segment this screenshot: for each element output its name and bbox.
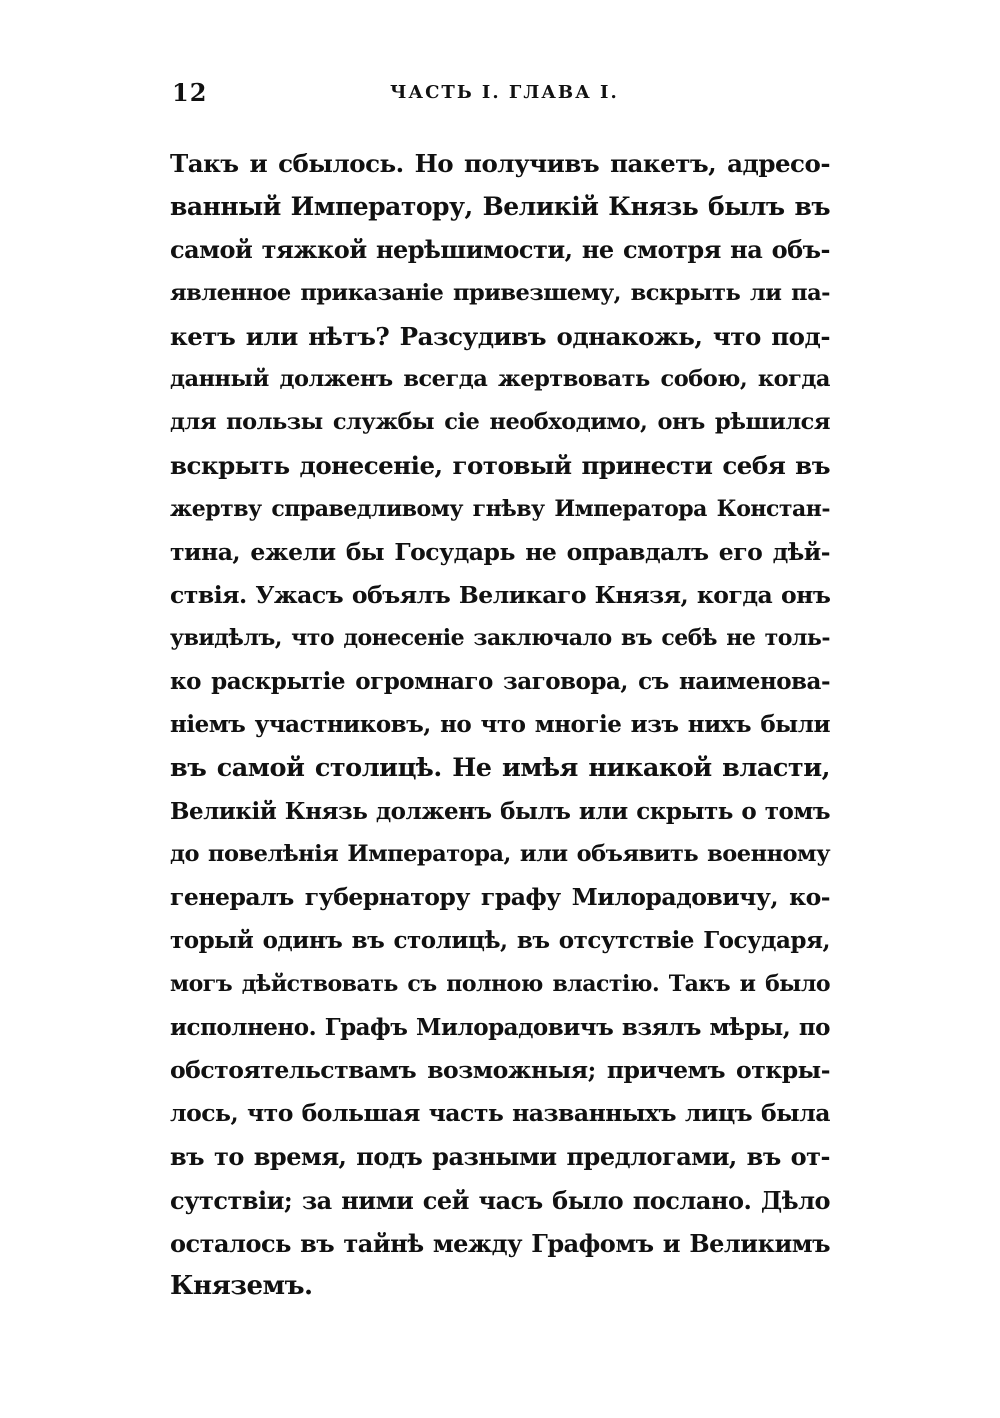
text-line: данный долженъ всегда жертвовать собою, когда <box>170 365 830 392</box>
text-line: явленное приказаніе привезшему, вскрыть ли па- <box>170 279 830 306</box>
text-line: сутствіи; за ними сей часъ было послано. Дѣло <box>170 1185 830 1215</box>
text-line: генералъ губернатору графу Милорадовичу, ко- <box>170 883 830 912</box>
text-line: тина, ежели бы Государь не оправдалъ его дѣй- <box>170 537 830 566</box>
text-line: лось, что большая часть названныхъ лицъ была <box>170 1099 830 1128</box>
text-line: Такъ и сбылось. Но получивъ пакетъ, адресо- <box>170 149 830 178</box>
text-line: для пользы службы сіе необходимо, онъ рѣшился <box>170 409 830 436</box>
page-header <box>170 78 830 112</box>
text-line: въ самой столицѣ. Не имѣя никакой власти, <box>170 752 830 783</box>
text-line: до повелѣнія Императора, или объявить военному <box>170 841 830 867</box>
page-number: 12 <box>172 78 208 107</box>
text-line: ствія. Ужасъ объялъ Великаго Князя, когда онъ <box>170 580 831 609</box>
text-line: исполнено. Графъ Милорадовичъ взялъ мѣры, по <box>170 1013 830 1041</box>
text-line: кетъ или нѣтъ? Разсудивъ однакожь, что под- <box>170 321 830 351</box>
text-line: въ то время, подъ разными предлогами, въ от- <box>170 1142 830 1172</box>
text-line: торый одинъ въ столицѣ, въ отсутствіе Государя, <box>170 927 830 955</box>
text-line: обстоятельствамъ возможныя; причемъ откры- <box>170 1055 830 1084</box>
text-line: могъ дѣйствовать съ полною властію. Такъ и было <box>170 970 830 997</box>
text-line: ко раскрытіе огромнаго заговора, съ наименова- <box>170 668 830 696</box>
text-line: Княземъ. <box>170 1270 313 1301</box>
body-text <box>170 142 830 1308</box>
running-head: ЧАСТЬ I. ГЛАВА I. <box>390 82 619 103</box>
text-line: самой тяжкой нерѣшимости, не смотря на объ- <box>170 235 830 265</box>
text-line: вскрыть донесеніе, готовый принести себя въ <box>170 451 830 481</box>
text-line: ванный Императору, Великій Князь былъ въ <box>170 192 830 222</box>
text-line: Великій Князь долженъ былъ или скрыть о томъ <box>170 797 830 825</box>
text-line: осталось въ тайнѣ между Графомъ и Великимъ <box>170 1228 830 1258</box>
text-line: ніемъ участниковъ, но что многіе изъ нихъ были <box>170 711 830 739</box>
text-line: увидѣлъ, что донесеніе заключало въ себѣ не толь- <box>170 625 830 652</box>
text-line: жертву справедливому гнѣву Императора Констан- <box>170 495 830 522</box>
